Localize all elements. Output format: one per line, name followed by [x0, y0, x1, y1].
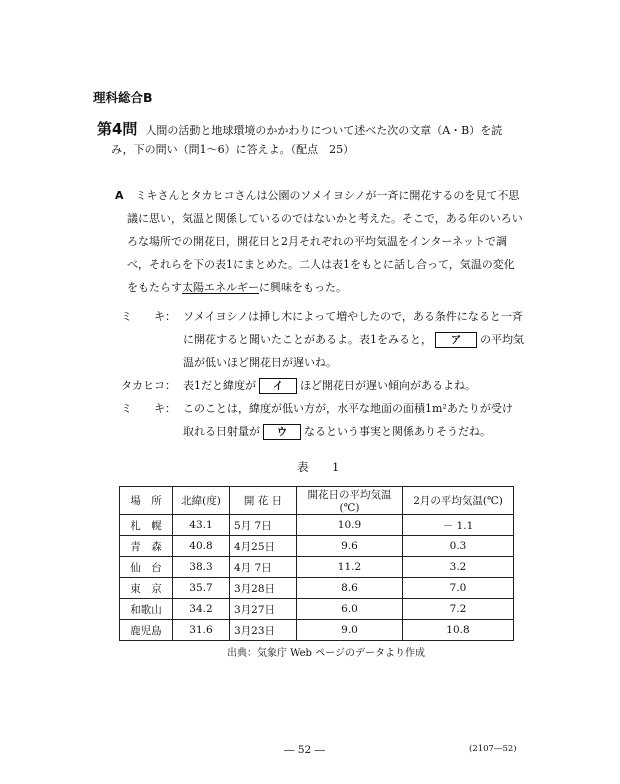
table-cell: 7.0 [403, 578, 514, 599]
passage-line: ミキさんとタカヒコさんは公園のソメイヨシノが一斉に開花するのを見て不思 [135, 189, 520, 202]
table-cell: 8.6 [297, 578, 403, 599]
table-cell: 9.6 [297, 536, 403, 557]
speaker-miki: ミ キ： [121, 402, 176, 415]
passage-line: ろな場所での開花日，開花日と2月それぞれの平均気温をインターネットで調 [127, 235, 508, 248]
table-cell: 31.6 [173, 620, 230, 641]
subject-heading: 理科総合B [93, 90, 153, 105]
column-header: 場 所 [120, 487, 173, 515]
table-row [120, 557, 514, 578]
section-a-label: A [115, 189, 124, 202]
dialogue-line: ミ キ： ソメイヨシノは挿し木によって増やしたので，ある条件になると一斉 [121, 305, 523, 328]
section-a-passage [115, 184, 525, 299]
question-intro-line1: 人間の活動と地球環境のかかわりについて述べた次の文章（A・B）を読 [145, 124, 503, 137]
speaker-miki: ミ キ： [121, 310, 176, 323]
question-header [97, 119, 517, 141]
dialogue-line: 温が低いほど開花日が遅いね。 [183, 356, 337, 369]
table-cell: 鹿児島 [120, 620, 173, 641]
table-cell: 34.2 [173, 599, 230, 620]
table-cell: 札 幌 [120, 515, 173, 536]
table-cell: 35.7 [173, 578, 230, 599]
column-header: 2月の平均気温(℃) [403, 487, 514, 515]
table-source: 出典：気象庁 Web ページのデータより作成 [227, 648, 425, 659]
speaker-takahiko: タカヒコ： [121, 379, 176, 392]
table-cell: 3月28日 [230, 578, 297, 599]
answer-blank-i: イ [259, 378, 297, 394]
question-number: 第4問 [97, 120, 138, 138]
table-cell: 東 京 [120, 578, 173, 599]
table-cell: 40.8 [173, 536, 230, 557]
table-cell: 5月 7日 [230, 515, 297, 536]
table-cell: 青 森 [120, 536, 173, 557]
table-row [120, 515, 514, 536]
column-header: 開 花 日 [230, 487, 297, 515]
passage-line: をもたらす太陽エネルギーに興味をもった。 [127, 281, 347, 294]
question-intro-line2: み，下の問い（問1～6）に答えよ。（配点 25） [111, 143, 355, 156]
dialogue-line: タカヒコ： 表1だと緯度が イ ほど開花日が遅い傾向があるよね。 [121, 374, 476, 397]
table-cell: 38.3 [173, 557, 230, 578]
dialogue-line: に開花すると聞いたことがあるよ。表1をみると， ア の平均気 [183, 333, 524, 346]
page-number: ― 52 ― [284, 744, 326, 756]
table-cell: 和歌山 [120, 599, 173, 620]
table-cell: 43.1 [173, 515, 230, 536]
table-row [120, 620, 514, 641]
table-cell: 10.8 [403, 620, 514, 641]
passage-line: 議に思い，気温と関係しているのではないかと考えた。そこで，ある年のいろい [127, 212, 523, 225]
table-cell: 4月 7日 [230, 557, 297, 578]
table-row [120, 578, 514, 599]
dialogue-line: 取れる日射量が ウ なるという事実と関係ありそうだね。 [183, 425, 491, 438]
table-cell: 仙 台 [120, 557, 173, 578]
table-cell: 10.9 [297, 515, 403, 536]
table-cell: 11.2 [297, 557, 403, 578]
table-cell: 7.2 [403, 599, 514, 620]
column-header: 開花日の平均気温(℃) [297, 487, 403, 515]
table-header-row [120, 487, 514, 515]
table-cell: 4月25日 [230, 536, 297, 557]
table-cell: 3.2 [403, 557, 514, 578]
table-row [120, 599, 514, 620]
document-code: (2107―52) [469, 744, 517, 754]
answer-blank-a: ア [435, 332, 477, 348]
table-cell: 0.3 [403, 536, 514, 557]
underlined-term: 太陽エネルギー [182, 281, 259, 294]
table-cell: － 1.1 [403, 515, 514, 536]
answer-blank-u: ウ [263, 424, 301, 440]
column-header: 北緯(度) [173, 487, 230, 515]
table-cell: 6.0 [297, 599, 403, 620]
dialogue-line: ミ キ： このことは，緯度が低い方が，水平な地面の面積1m²あたりが受け [121, 397, 513, 420]
table-row [120, 536, 514, 557]
table-caption: 表 1 [297, 460, 346, 474]
passage-line: べ，それらを下の表1にまとめた。二人は表1をもとに話し合って，気温の変化 [127, 258, 515, 271]
table-cell: 9.0 [297, 620, 403, 641]
table-cell: 3月27日 [230, 599, 297, 620]
table-cell: 3月23日 [230, 620, 297, 641]
data-table [119, 486, 514, 641]
